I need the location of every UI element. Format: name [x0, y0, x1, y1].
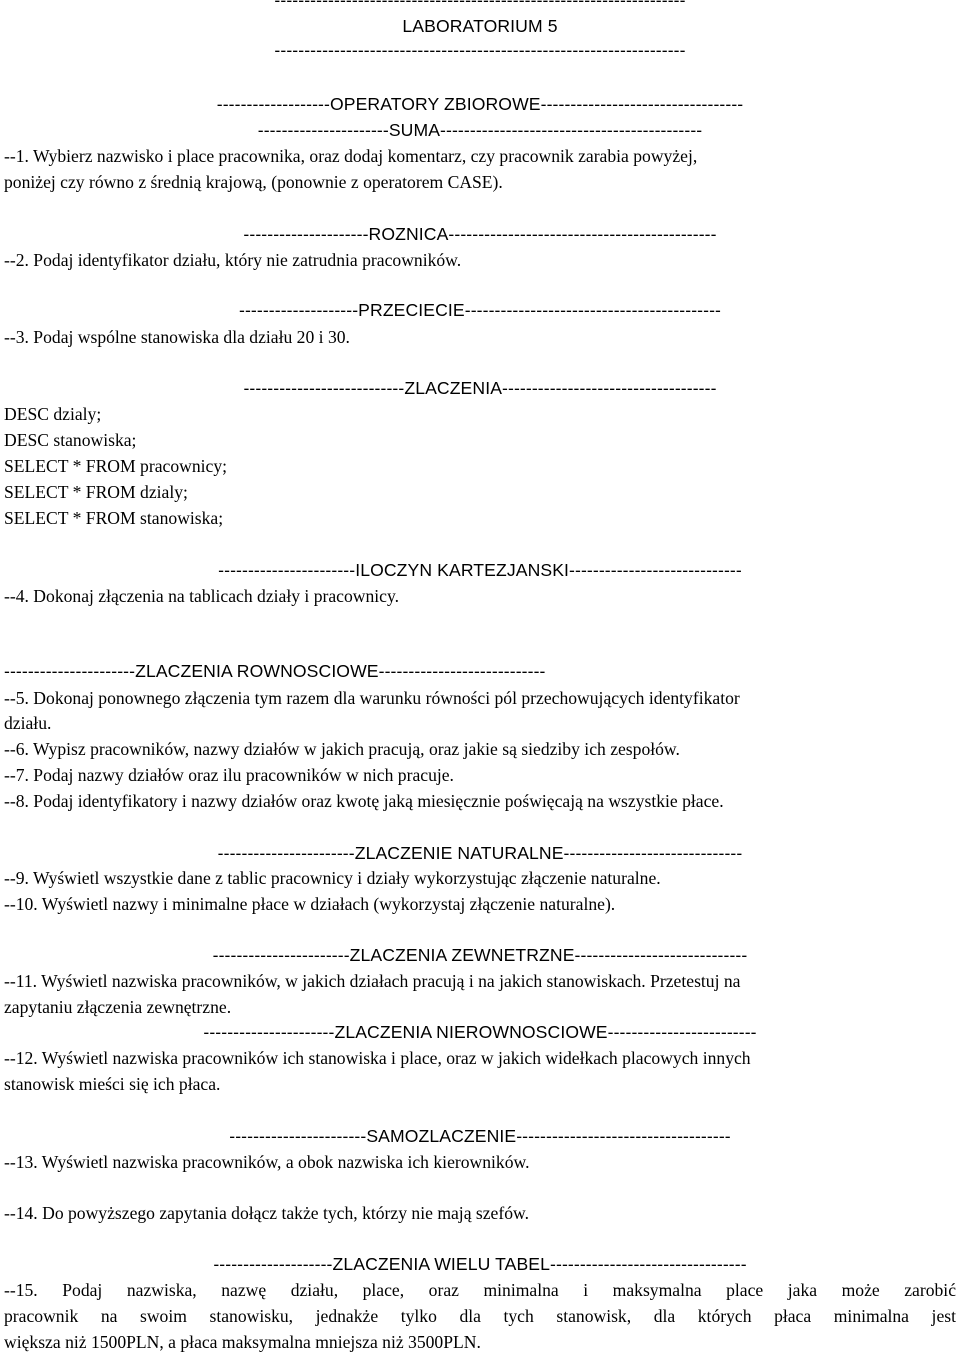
sql-desc-dzialy: DESC dzialy; — [4, 404, 102, 424]
task-15-line-1: --15. Podaj nazwiska, nazwę działu, place, oraz minimalna i maksymalna place jaka może zarobić — [4, 1280, 956, 1300]
section-header-minus: ---------------------ROZNICA--------------------------------------------- — [243, 224, 717, 244]
top-divider: --------------------------------------------------------------------- — [274, 0, 686, 10]
task-13: --13. Wyświetl nazwiska pracowników, a obok nazwiska ich kierowników. — [4, 1152, 530, 1172]
task-2: --2. Podaj identyfikator działu, który nie zatrudnia pracowników. — [4, 250, 462, 270]
task-15-line-2: pracownik na swoim stanowisku, jednakże tylko dla tych stanowisk, dla których płaca minimalna jest — [4, 1306, 956, 1326]
task-5-line-1: --5. Dokonaj ponownego złączenia tym razem dla warunku równości pól przechowujących identyfikator — [4, 688, 740, 708]
sql-desc-stanowiska: DESC stanowiska; — [4, 430, 137, 450]
section-header-joins: ---------------------------ZLACZENIA------------------------------------ — [243, 378, 717, 398]
section-header-cartesian-product: -----------------------ILOCZYN KARTEZJANSKI----------------------------- — [218, 560, 742, 580]
document-title: LABORATORIUM 5 — [402, 16, 558, 36]
task-1-line-1: --1. Wybierz nazwisko i place pracownika, oraz dodaj komentarz, czy pracownik zarabia powyżej, — [4, 146, 698, 166]
section-header-multi-table-joins: --------------------ZLACZENIA WIELU TABEL--------------------------------- — [213, 1254, 747, 1274]
task-12-line-1: --12. Wyświetl nazwiska pracowników ich stanowiska i place, oraz w jakich widełkach placowych innych — [4, 1048, 751, 1068]
title-divider: --------------------------------------------------------------------- — [274, 40, 686, 60]
task-15-line-3: większa niż 1500PLN, a płaca maksymalna mniejsza niż 3500PLN. — [4, 1332, 481, 1352]
section-header-self-join: -----------------------SAMOZLACZENIE------------------------------------ — [229, 1126, 731, 1146]
section-header-equi-join: ----------------------ZLACZENIA ROWNOSCIOWE---------------------------- — [4, 661, 546, 681]
task-12-line-2: stanowisk mieści się ich płaca. — [4, 1074, 221, 1094]
task-4: --4. Dokonaj złączenia na tablicach działy i pracownicy. — [4, 586, 400, 606]
task-8: --8. Podaj identyfikatory i nazwy działów oraz kwotę jaką miesięcznie poświęcają na wszystkie płace. — [4, 791, 724, 811]
task-5-line-2: działu. — [4, 713, 52, 733]
section-header-outer-joins: -----------------------ZLACZENIA ZEWNETRZNE----------------------------- — [212, 945, 748, 965]
section-header-set-operators: -------------------OPERATORY ZBIOROWE---------------------------------- — [216, 94, 744, 114]
task-9: --9. Wyświetl wszystkie dane z tablic pracownicy i działy wykorzystując złączenie naturalne. — [4, 868, 661, 888]
task-6: --6. Wypisz pracowników, nazwy działów w jakich pracują, oraz jakie są siedziby ich zespołów. — [4, 739, 680, 759]
sql-select-pracownicy: SELECT * FROM pracownicy; — [4, 456, 228, 476]
section-header-union: ----------------------SUMA-------------------------------------------- — [257, 120, 703, 140]
task-3: --3. Podaj wspólne stanowiska dla działu 20 i 30. — [4, 327, 350, 347]
sql-select-dzialy: SELECT * FROM dzialy; — [4, 482, 188, 502]
section-header-non-equi-joins: ----------------------ZLACZENIA NIEROWNOSCIOWE------------------------- — [203, 1022, 757, 1042]
section-header-natural-join: -----------------------ZLACZENIE NATURALNE------------------------------ — [217, 843, 743, 863]
task-11-line-1: --11. Wyświetl nazwiska pracowników, w jakich działach pracują i na jakich stanowiskach. Przetestuj na — [4, 971, 741, 991]
section-header-intersect: --------------------PRZECIECIE------------------------------------------- — [239, 300, 721, 320]
task-10: --10. Wyświetl nazwy i minimalne płace w działach (wykorzystaj złączenie naturalne). — [4, 894, 616, 914]
task-7: --7. Podaj nazwy działów oraz ilu pracowników w nich pracuje. — [4, 765, 454, 785]
task-11-line-2: zapytaniu złączenia zewnętrzne. — [4, 997, 232, 1017]
task-14: --14. Do powyższego zapytania dołącz także tych, którzy nie mają szefów. — [4, 1203, 529, 1223]
task-1-line-2: poniżej czy równo z średnią krajową, (ponownie z operatorem CASE). — [4, 172, 503, 192]
sql-select-stanowiska: SELECT * FROM stanowiska; — [4, 508, 224, 528]
